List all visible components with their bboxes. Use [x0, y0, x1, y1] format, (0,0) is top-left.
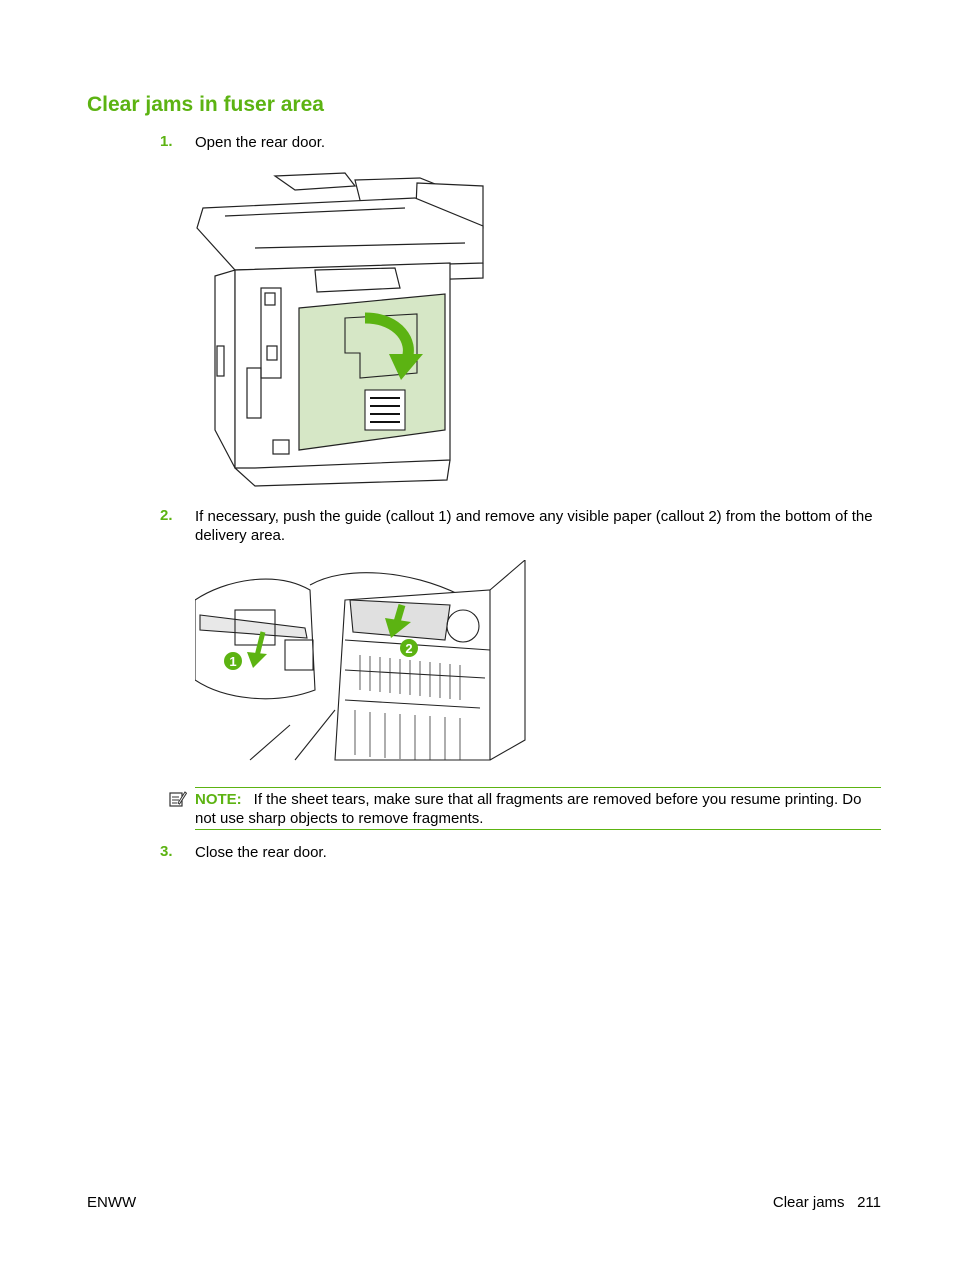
- step-3-number: 3.: [160, 843, 173, 860]
- step-2-text: If necessary, push the guide (callout 1) and remove any visible paper (callout 2) from the bottom of the delivery area.: [195, 508, 873, 544]
- page-number: 211: [857, 1194, 881, 1211]
- step-3-text: Close the rear door.: [195, 844, 327, 861]
- note-label: NOTE:: [195, 791, 242, 808]
- note-pencil-icon: [169, 790, 187, 808]
- footer-right: [773, 1194, 881, 1211]
- footer-left: ENWW: [87, 1194, 137, 1211]
- step-1-number: 1.: [160, 133, 173, 150]
- callout-2-label: 2: [405, 641, 413, 656]
- step-2-number: 2.: [160, 507, 173, 524]
- footer-section-title: Clear jams: [772, 1194, 845, 1211]
- rear-door-illustration: [195, 168, 485, 490]
- note-box: [195, 787, 881, 830]
- page-title: Clear jams in fuser area: [87, 93, 324, 116]
- note-text: If the sheet tears, make sure that all fragments are removed before you resume printing. Do not use sharp objects to remove fragments.: [195, 791, 862, 827]
- fuser-area-illustration: [195, 560, 530, 768]
- step-1-text: Open the rear door.: [195, 134, 326, 151]
- callout-1-label: 1: [229, 654, 237, 669]
